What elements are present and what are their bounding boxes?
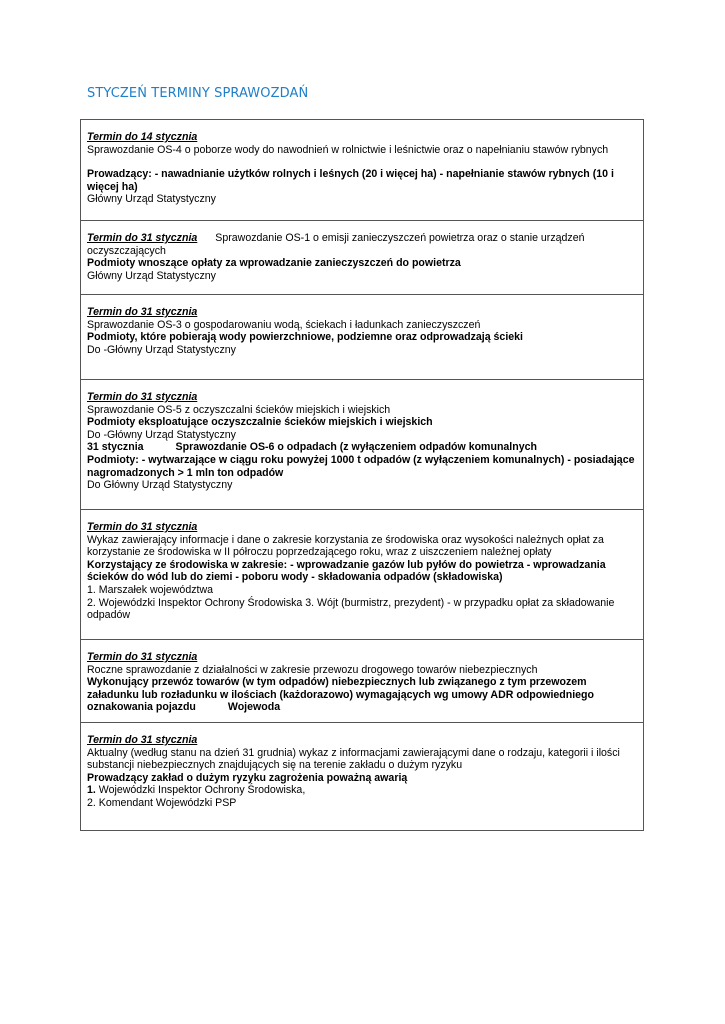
recipient: 1. Marszałek województwa (87, 583, 213, 596)
document-title: STYCZEŃ TERMINY SPRAWOZDAŃ (87, 86, 309, 101)
table-row (81, 120, 643, 221)
report-name: Aktualny (według stanu na dzień 31 grudnia) wykaz z informacjami zawierającymi dane o rodzaju, kategorii i ilości substancji niebezpiecznych znajdujących się na terenie zakładu o dużym ryzyku (87, 746, 620, 772)
report-name: Sprawozdanie OS-5 z oczyszczalni ścieków miejskich i wiejskich (87, 403, 391, 416)
obligated-entities: Prowadzący zakład o dużym ryzyku zagrożenia poważną awarią (87, 771, 408, 784)
recipient: Wojewoda (227, 701, 281, 714)
table-row (81, 510, 643, 640)
recipient: Główny Urząd Statystyczny (87, 269, 216, 282)
obligated-entities: Korzystający ze środowiska w zakresie: - wprowadzanie gazów lub pyłów do powietrza - wprowadzania ścieków do wód lub do ziemi - poboru wody - składowania odpadów (składowiska) (87, 558, 606, 584)
report-name: Sprawozdanie OS-1 o emisji zanieczyszczeń powietrza oraz o stanie urządzeń oczyszczających (87, 232, 585, 257)
recipient: Do -Główny Urząd Statystyczny (87, 428, 236, 441)
deadline-label: Termin do 31 stycznia (87, 521, 198, 533)
report-name: Wykaz zawierający informacje i dane o zakresie korzystania ze środowiska oraz wysokości należnych opłat za korzystanie ze środowiska w II półroczu poprzedzającego roku, wraz z uiszczeniem należnej opłaty (87, 533, 604, 559)
recipient: Wojewódzki Inspektor Ochrony Środowiska, (95, 784, 306, 797)
obligated-entities: Podmioty, które pobierają wody powierzchniowe, podziemne oraz odprowadzają ścieki (87, 331, 523, 344)
deadline-label: Termin do 31 stycznia (87, 651, 198, 663)
obligated-entities: Podmioty eksploatujące oczyszczalnie ścieków miejskich i wiejskich (87, 416, 433, 429)
table-row (81, 221, 643, 295)
obligated-entities-2: Podmioty: - wytwarzające w ciągu roku powyżej 1000 t odpadów (z wyłączeniem komunalnych) - posiadające nagromadzonych > 1 mln ton odpadów (87, 453, 635, 479)
table-row (81, 380, 643, 510)
report-name: Roczne sprawozdanie z działalności w zakresie przewozu drogowego towarów niebezpiecznych (87, 663, 538, 676)
report-name-2: Sprawozdanie OS-6 o odpadach (z wyłączeniem odpadów komunalnych (175, 441, 537, 454)
recipient: Do -Główny Urząd Statystyczny (87, 343, 236, 356)
recipient: 2. Komendant Wojewódzki PSP (87, 796, 237, 809)
recipient-2: Do Główny Urząd Statystyczny (87, 479, 233, 492)
recipient-number: 1. (87, 784, 96, 797)
deadline-label: Termin do 31 stycznia (87, 306, 198, 318)
report-name: Sprawozdanie OS-3 o gospodarowaniu wodą, ściekach i ładunkach zanieczyszczeń (87, 318, 481, 331)
obligated-entities: Podmioty wnoszące opłaty za wprowadzanie zanieczyszczeń do powietrza (87, 257, 461, 270)
deadline-label: Termin do 31 stycznia (87, 734, 198, 746)
deadline-label-2: 31 stycznia (87, 441, 144, 454)
obligated-entities: Prowadzący: - nawadnianie użytków rolnych i leśnych (20 i więcej ha) - napełnianie stawów rybnych (10 i więcej ha) (87, 168, 614, 193)
report-name: Sprawozdanie OS-4 o poborze wody do nawodnień w rolnictwie i leśnictwie oraz o napełnianiu stawów rybnych (87, 143, 609, 156)
deadline-label: Termin do 31 stycznia (87, 232, 198, 244)
table-row (81, 723, 643, 830)
recipient: 2. Wojewódzki Inspektor Ochrony Środowiska 3. Wójt (burmistrz, prezydent) - w przypadku opłat za składowanie odpadów (87, 596, 615, 622)
deadline-label: Termin do 14 stycznia (87, 131, 198, 143)
table-row (81, 640, 643, 723)
deadline-label: Termin do 31 stycznia (87, 391, 198, 403)
obligated-entities: Wykonujący przewóz towarów (w tym odpadów) niebezpiecznych lub związanego z tym przewozem załadunku lub rozładunku w ilościach (każdorazowo) wymagających wg umowy ADR odpowiedniego oznakowania pojazdu (87, 676, 594, 714)
recipient: Główny Urząd Statystyczny (87, 193, 216, 206)
deadlines-table (80, 119, 644, 831)
table-row (81, 295, 643, 380)
